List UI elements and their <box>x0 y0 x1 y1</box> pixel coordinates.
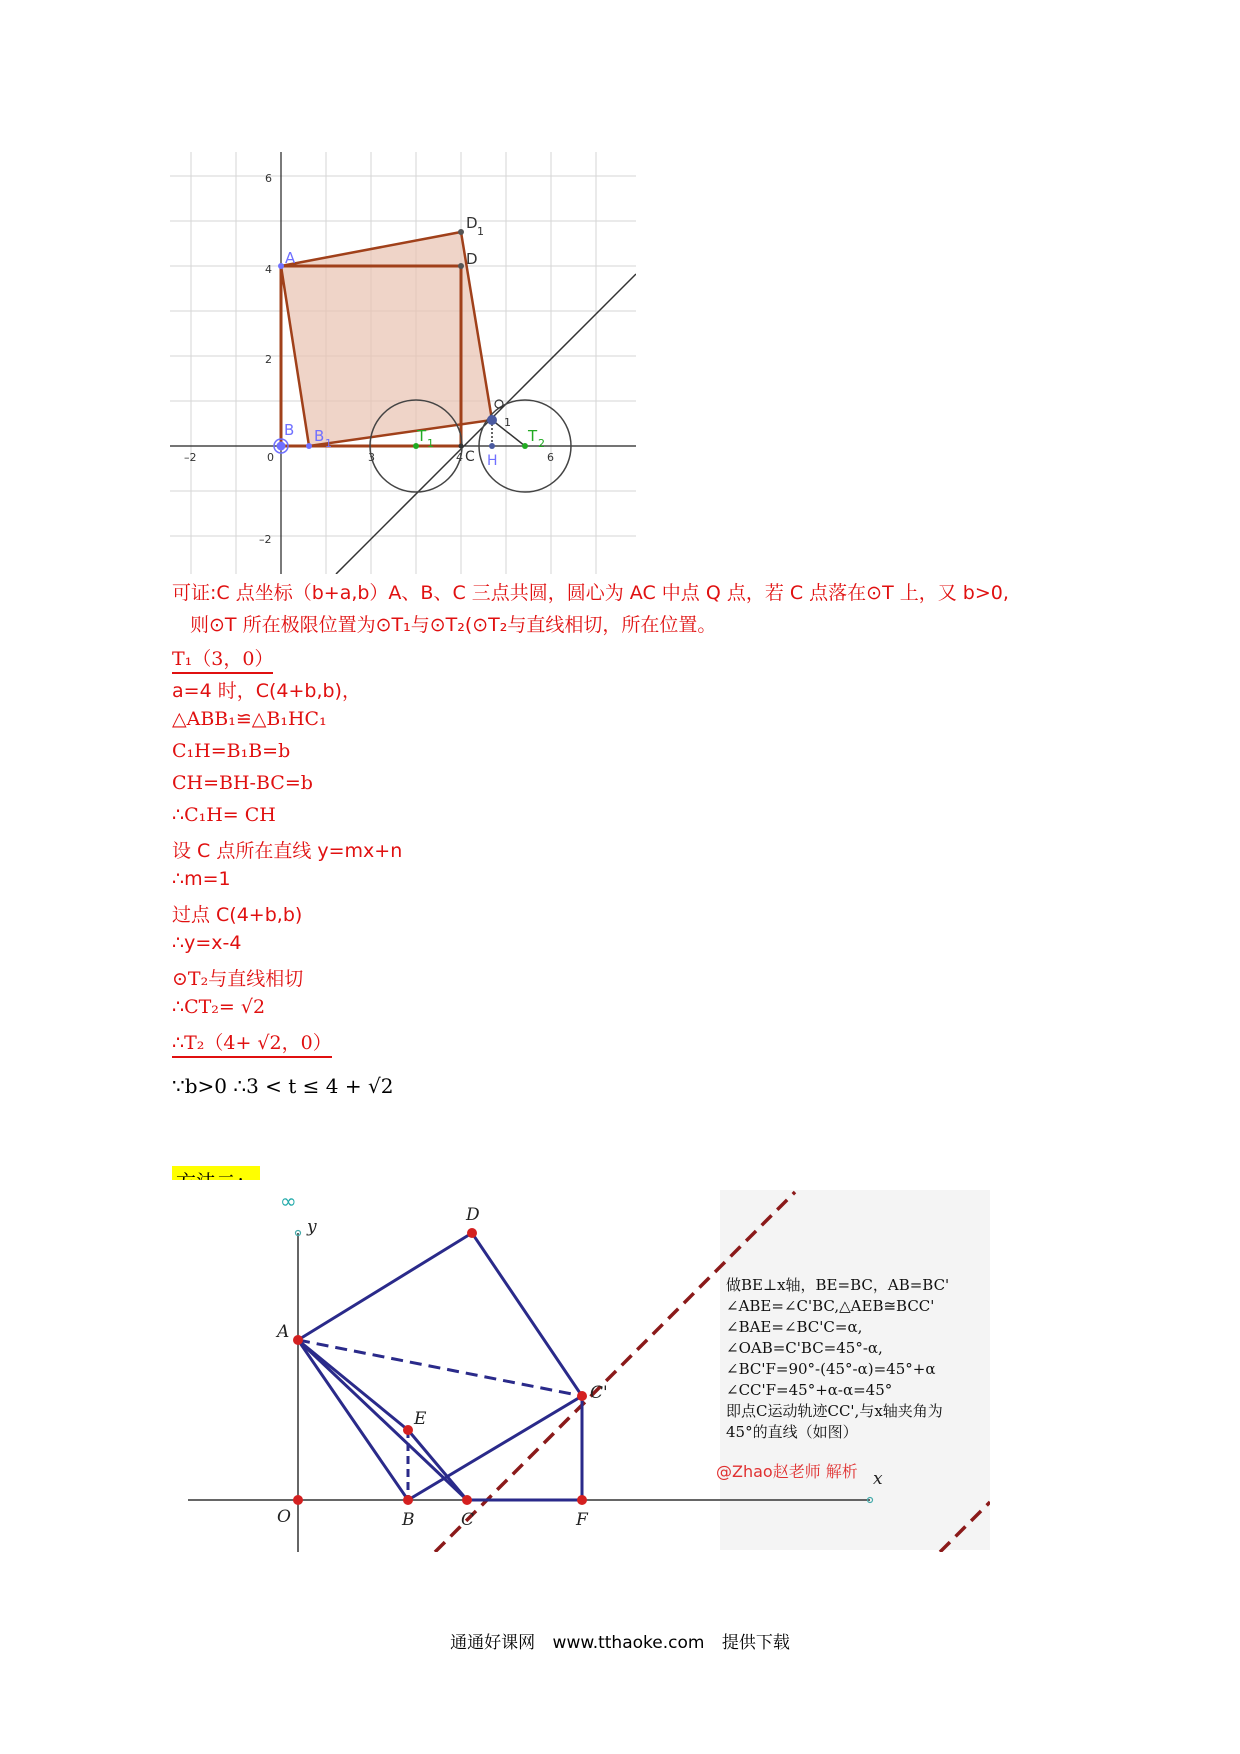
solution-line-4: a=4 时，C(4+b,b)， <box>172 680 361 702</box>
tick-label-x3: 3 <box>368 451 375 464</box>
solution-line-3: T₁（3，0） <box>172 648 273 674</box>
label-f: F <box>576 1510 588 1530</box>
point-cprime <box>577 1391 587 1401</box>
label-b: B <box>284 421 295 439</box>
label-d: D <box>466 250 478 268</box>
note-line-5: ∠BC'F=90°-(45°-α)=45°+α <box>726 1360 936 1378</box>
label-c: C <box>461 1510 475 1530</box>
label-t1-sub: 1 <box>427 437 434 450</box>
signature: @Zhao赵老师 解析 <box>716 1462 858 1481</box>
footer-site: 通通好课网 <box>450 1633 536 1653</box>
tick-label-y2: 2 <box>265 353 272 366</box>
point-a <box>278 263 284 269</box>
label-b1-sub: 1 <box>325 437 332 450</box>
note-line-7: 即点C运动轨迹CC',与x轴夹角为 <box>726 1402 943 1420</box>
label-a: A <box>277 1322 290 1342</box>
point-c1 <box>487 415 497 425</box>
point-c <box>462 1495 472 1505</box>
solution-line-2: 则⊙T 所在极限位置为⊙T₁与⊙T₂(⊙T₂与直线相切，所在位置。 <box>190 614 717 636</box>
tick-label-x-neg2: –2 <box>184 451 197 464</box>
solution-line-13: ⊙T₂与直线相切 <box>172 968 304 990</box>
geometry-figure-2 <box>170 1180 990 1552</box>
label-cprime: C' <box>590 1383 608 1403</box>
point-d1 <box>458 229 464 235</box>
label-d: D <box>466 1205 480 1225</box>
page-footer <box>0 1628 1240 1653</box>
point-b <box>277 442 285 450</box>
solution-line-6: C₁H=B₁B=b <box>172 740 291 762</box>
label-b: B <box>402 1510 415 1530</box>
label-c: C <box>465 449 475 465</box>
tick-label-y4: 4 <box>265 263 272 276</box>
tick-label-x4: 4 <box>456 451 463 464</box>
note-line-3: ∠BAE=∠BC'C=α, <box>726 1318 863 1336</box>
axis-label-y: y <box>307 1217 317 1237</box>
point-b1 <box>306 443 312 449</box>
tick-label-x6: 6 <box>547 451 554 464</box>
solution-line-1: 可证:C 点坐标（b+a,b）A、B、C 三点共圆，圆心为 AC 中点 Q 点，若 C 点落在⊙T 上，又 b>0, <box>172 582 1009 604</box>
point-d <box>458 263 464 269</box>
point-h <box>489 443 495 449</box>
solution-line-9: 设 C 点所在直线 y=mx+n <box>172 840 403 862</box>
point-b <box>403 1495 413 1505</box>
label-d1-sub: 1 <box>477 225 484 238</box>
label-a: A <box>285 249 296 267</box>
axis-label-x: x <box>873 1469 883 1489</box>
label-d1: D <box>466 214 478 232</box>
note-line-8: 45°的直线（如图） <box>726 1423 858 1441</box>
geometry-figure-1 <box>170 152 636 574</box>
point-f <box>577 1495 587 1505</box>
label-b1: B <box>314 427 325 445</box>
solution-line-5: △ABB₁≌△B₁HC₁ <box>172 708 327 730</box>
tick-label-x0: 0 <box>267 451 274 464</box>
footer-url[interactable]: www.tthaoke.com <box>552 1633 705 1653</box>
note-line-2: ∠ABE=∠C'BC,△AEB≅BCC' <box>726 1297 935 1315</box>
point-c <box>459 444 464 449</box>
solution-line-14: ∴CT₂= √2 <box>172 996 266 1018</box>
solution-line-12: ∴y=x-4 <box>172 932 242 954</box>
footer-tail: 提供下载 <box>721 1633 790 1653</box>
point-d <box>467 1228 477 1238</box>
solution-line-11: 过点 C(4+b,b) <box>172 904 303 926</box>
label-h: H <box>487 453 498 469</box>
solution-line-8: ∴C₁H= CH <box>172 804 276 826</box>
solution-line-15: ∴T₂（4+ √2，0） <box>172 1032 332 1058</box>
point-a <box>293 1335 303 1345</box>
label-c1-sub: 1 <box>504 416 511 429</box>
solution-line-16: ∵b>0 ∴3 < t ≤ 4 + √2 <box>172 1074 394 1098</box>
point-o <box>293 1495 303 1505</box>
label-t1: T <box>417 427 427 445</box>
tick-label-y6: 6 <box>265 172 272 185</box>
infinity-icon: ∞ <box>280 1189 297 1213</box>
solution-line-10: ∴m=1 <box>172 868 231 890</box>
note-line-4: ∠OAB=C'BC=45°-α, <box>726 1339 883 1357</box>
note-line-1: 做BE⊥x轴，BE=BC，AB=BC' <box>726 1276 950 1294</box>
label-e: E <box>414 1409 427 1429</box>
label-t2-sub: 2 <box>538 437 545 450</box>
label-o: O <box>277 1507 291 1527</box>
solution-line-7: CH=BH-BC=b <box>172 772 313 794</box>
note-line-6: ∠CC'F=45°+α-α=45° <box>726 1381 893 1399</box>
tick-label-y-neg2: –2 <box>259 533 272 546</box>
label-t2: T <box>528 427 538 445</box>
point-e <box>403 1425 413 1435</box>
